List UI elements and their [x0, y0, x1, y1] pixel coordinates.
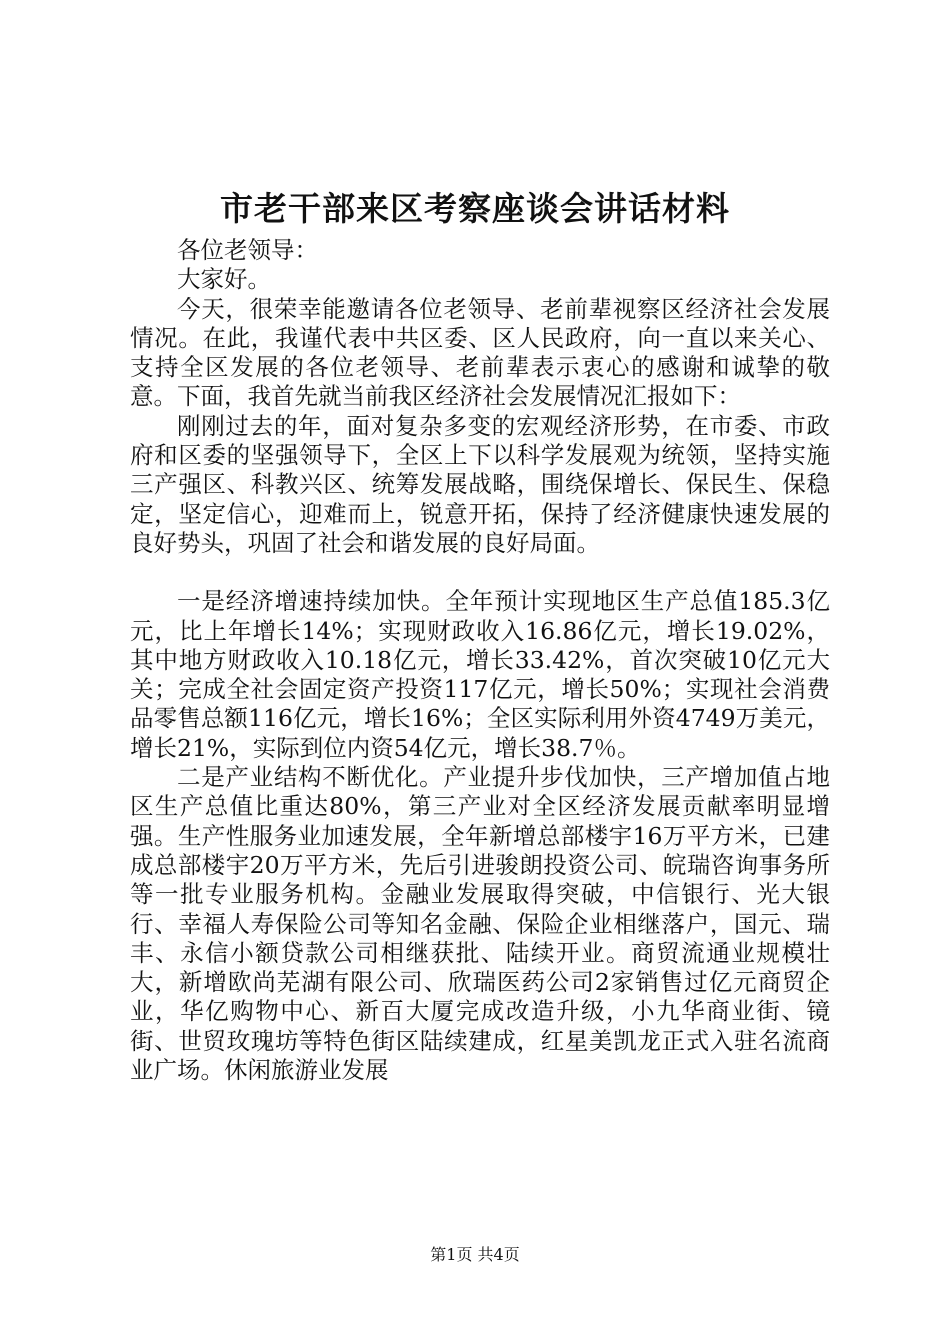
greeting: 大家好。 — [177, 265, 271, 294]
document-body — [130, 236, 830, 1085]
industry-structure-paragraph: 二是产业结构不断优化。产业提升步伐加快，三产增加值占地区生产总值比重达80%，第三产业对全区经济发展贡献率明显增强。生产性服务业加速发展，全年新增总部楼宇16万平方米，已建成总部楼宇20万平方米，先后引进骏朗投资公司、皖瑞咨询事务所等一批专业服务机构。金融业发展取得突破，中信银行、光大银行、幸福人寿保险公司等知名金融、保险企业相继落户，国元、瑞丰、永信小额贷款公司相继获批、陆续开业。商贸流通业规模壮大，新增欧尚芜湖有限公司、欣瑞医药公司2家销售过亿元商贸企业，华亿购物中心、新百大厦完成改造升级，小九华商业街、镜街、世贸玫瑰坊等特色街区陆续建成，红星美凯龙正式入驻名流商业广场。休闲旅游业发展 — [130, 763, 830, 1085]
page-footer: 第1页 共4页 — [430, 1245, 520, 1264]
intro-paragraph: 今天，很荣幸能邀请各位老领导、老前辈视察区经济社会发展情况。在此，我谨代表中共区委、区人民政府，向一直以来关心、支持全区发展的各位老领导、老前辈表示衷心的感谢和诚挚的敬意。下面，我首先就当前我区经济社会发展情况汇报如下： — [130, 294, 830, 411]
overview-paragraph: 刚刚过去的年，面对复杂多变的宏观经济形势，在市委、市政府和区委的坚强领导下，全区上下以科学发展观为统领，坚持实施三产强区、科教兴区、统筹发展战略，围绕保增长、保民生、保稳定，坚定信心，迎难而上，锐意开拓，保持了经济健康快速发展的良好势头，巩固了社会和谐发展的良好局面。 — [130, 411, 830, 557]
page-title: 市老干部来区考察座谈会讲话材料 — [220, 189, 730, 228]
salutation: 各位老领导： — [177, 236, 318, 264]
economy-growth-paragraph: 一是经济增速持续加快。全年预计实现地区生产总值185.3亿元，比上年增长14%；实现财政收入16.86亿元，增长19.02%，其中地方财政收入10.18亿元，增长33.42%，首次突破10亿元大关；完成全社会固定资产投资117亿元，增长50%；实现社会消费品零售总额116亿元，增长16%；全区实际利用外资4749万美元，增长21%，实际到位内资54亿元，增长38.7％。 — [130, 587, 830, 762]
